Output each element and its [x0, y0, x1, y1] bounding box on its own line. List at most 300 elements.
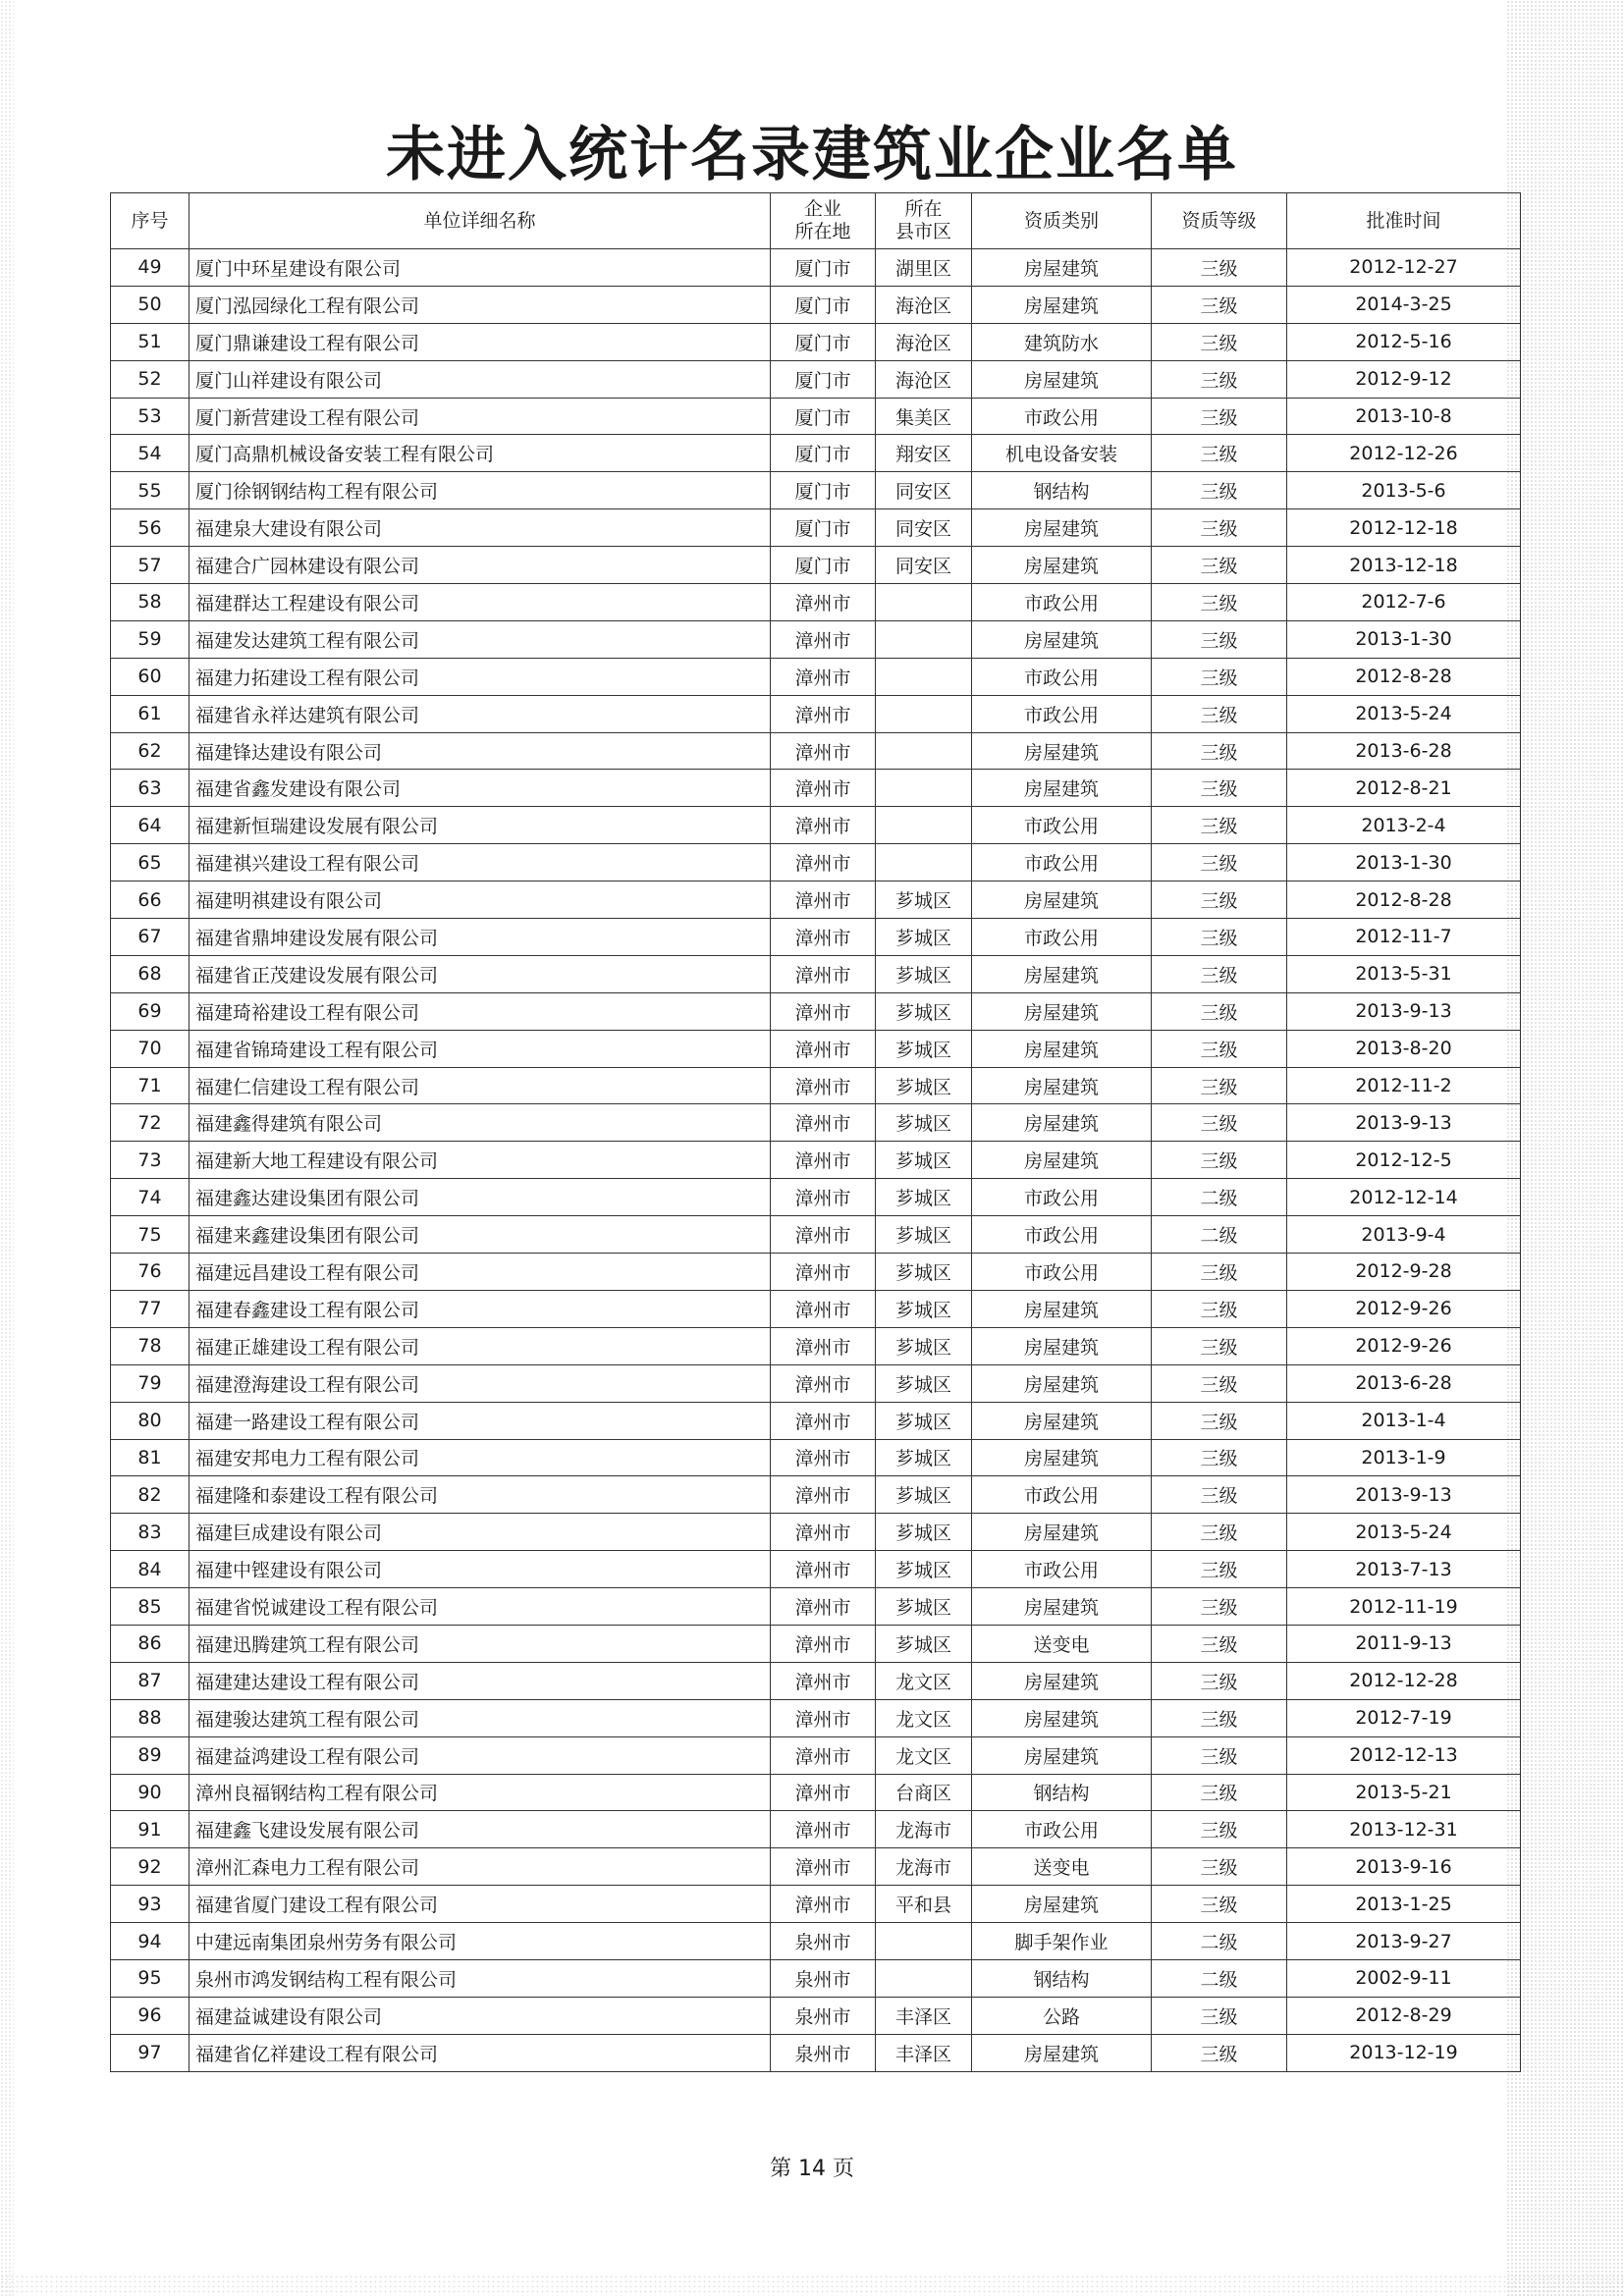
- cell-name: 福建省悦诚建设工程有限公司: [189, 1588, 771, 1626]
- cell-name: 福建省鑫发建设有限公司: [189, 770, 771, 807]
- cell-type: 房屋建筑: [972, 547, 1152, 584]
- cell-district: [876, 770, 972, 807]
- table-row: [111, 732, 1521, 770]
- cell-district: 芗城区: [876, 1067, 972, 1104]
- cell-district: 龙海市: [876, 1848, 972, 1886]
- cell-city: 厦门市: [771, 249, 876, 287]
- cell-district: [876, 732, 972, 770]
- table-row: [111, 1736, 1521, 1774]
- cell-no: 89: [111, 1736, 189, 1774]
- cell-date: 2013-6-28: [1287, 1364, 1521, 1402]
- cell-name: 福建建达建设工程有限公司: [189, 1662, 771, 1699]
- cell-date: 2012-12-5: [1287, 1142, 1521, 1179]
- cell-no: 66: [111, 881, 189, 919]
- cell-city: 厦门市: [771, 323, 876, 360]
- cell-grade: 三级: [1152, 992, 1287, 1030]
- cell-no: 58: [111, 584, 189, 621]
- cell-grade: 三级: [1152, 1774, 1287, 1811]
- cell-name: 福建鑫得建筑有限公司: [189, 1104, 771, 1142]
- cell-no: 85: [111, 1588, 189, 1626]
- cell-no: 71: [111, 1067, 189, 1104]
- cell-date: 2013-5-21: [1287, 1774, 1521, 1811]
- cell-district: 海沧区: [876, 286, 972, 323]
- cell-type: 房屋建筑: [972, 1364, 1152, 1402]
- cell-type: 房屋建筑: [972, 286, 1152, 323]
- cell-no: 69: [111, 992, 189, 1030]
- cell-district: 丰泽区: [876, 2034, 972, 2071]
- cell-name: 厦门新营建设工程有限公司: [189, 398, 771, 435]
- cell-name: 福建省厦门建设工程有限公司: [189, 1886, 771, 1923]
- cell-city: 漳州市: [771, 770, 876, 807]
- cell-no: 82: [111, 1476, 189, 1514]
- cell-date: 2013-9-13: [1287, 1104, 1521, 1142]
- cell-city: 漳州市: [771, 732, 876, 770]
- cell-type: 市政公用: [972, 398, 1152, 435]
- cell-name: 福建泉大建设有限公司: [189, 509, 771, 547]
- cell-date: 2013-2-4: [1287, 807, 1521, 844]
- cell-type: 市政公用: [972, 1476, 1152, 1514]
- cell-no: 83: [111, 1514, 189, 1551]
- cell-date: 2013-1-25: [1287, 1886, 1521, 1923]
- cell-type: 房屋建筑: [972, 1736, 1152, 1774]
- cell-city: 漳州市: [771, 1216, 876, 1254]
- table-row: [111, 1030, 1521, 1067]
- cell-date: 2012-12-27: [1287, 249, 1521, 287]
- cell-city: 漳州市: [771, 1476, 876, 1514]
- cell-name: 福建力拓建设工程有限公司: [189, 658, 771, 695]
- cell-type: 机电设备安装: [972, 435, 1152, 472]
- cell-city: 厦门市: [771, 472, 876, 509]
- scan-edge-right: [1506, 0, 1624, 2296]
- cell-grade: 三级: [1152, 323, 1287, 360]
- cell-name: 漳州良福钢结构工程有限公司: [189, 1774, 771, 1811]
- cell-type: 房屋建筑: [972, 992, 1152, 1030]
- cell-district: 芗城区: [876, 1551, 972, 1588]
- cell-type: 市政公用: [972, 1216, 1152, 1254]
- cell-grade: 三级: [1152, 1551, 1287, 1588]
- table-row: [111, 1254, 1521, 1291]
- cell-city: 漳州市: [771, 1030, 876, 1067]
- cell-date: 2012-12-18: [1287, 509, 1521, 547]
- cell-grade: 三级: [1152, 286, 1287, 323]
- header-city: 企业 所在地: [771, 193, 876, 249]
- table-row: [111, 770, 1521, 807]
- cell-no: 63: [111, 770, 189, 807]
- cell-grade: 三级: [1152, 1254, 1287, 1291]
- cell-date: 2013-12-18: [1287, 547, 1521, 584]
- cell-date: 2013-1-30: [1287, 844, 1521, 881]
- cell-type: 脚手架作业: [972, 1923, 1152, 1960]
- cell-name: 福建隆和泰建设工程有限公司: [189, 1476, 771, 1514]
- cell-type: 钢结构: [972, 1959, 1152, 1997]
- cell-district: 同安区: [876, 547, 972, 584]
- cell-grade: 三级: [1152, 1997, 1287, 2034]
- cell-type: 市政公用: [972, 844, 1152, 881]
- cell-grade: 三级: [1152, 509, 1287, 547]
- cell-no: 70: [111, 1030, 189, 1067]
- cell-no: 64: [111, 807, 189, 844]
- cell-city: 漳州市: [771, 919, 876, 956]
- cell-district: 芗城区: [876, 992, 972, 1030]
- cell-grade: 三级: [1152, 844, 1287, 881]
- cell-grade: 三级: [1152, 1327, 1287, 1364]
- cell-district: 芗城区: [876, 1254, 972, 1291]
- cell-name: 福建一路建设工程有限公司: [189, 1402, 771, 1439]
- cell-no: 51: [111, 323, 189, 360]
- cell-grade: 三级: [1152, 360, 1287, 398]
- cell-city: 厦门市: [771, 286, 876, 323]
- cell-type: 房屋建筑: [972, 1402, 1152, 1439]
- cell-grade: 三级: [1152, 732, 1287, 770]
- cell-name: 福建鑫达建设集团有限公司: [189, 1179, 771, 1216]
- cell-date: 2013-12-19: [1287, 2034, 1521, 2071]
- cell-name: 泉州市鸿发钢结构工程有限公司: [189, 1959, 771, 1997]
- table-row: [111, 1439, 1521, 1476]
- header-name: 单位详细名称: [189, 193, 771, 249]
- table-row: [111, 1551, 1521, 1588]
- cell-district: 芗城区: [876, 1588, 972, 1626]
- cell-name: 福建新恒瑞建设发展有限公司: [189, 807, 771, 844]
- cell-grade: 三级: [1152, 249, 1287, 287]
- cell-city: 漳州市: [771, 1625, 876, 1662]
- cell-date: 2013-5-24: [1287, 1514, 1521, 1551]
- cell-name: 福建益鸿建设工程有限公司: [189, 1736, 771, 1774]
- cell-name: 福建安邦电力工程有限公司: [189, 1439, 771, 1476]
- cell-type: 房屋建筑: [972, 360, 1152, 398]
- cell-no: 68: [111, 955, 189, 992]
- cell-name: 福建骏达建筑工程有限公司: [189, 1699, 771, 1736]
- cell-district: [876, 807, 972, 844]
- table-row: [111, 1179, 1521, 1216]
- table-row: [111, 992, 1521, 1030]
- cell-city: 漳州市: [771, 1254, 876, 1291]
- cell-grade: 三级: [1152, 1402, 1287, 1439]
- cell-date: 2012-8-29: [1287, 1997, 1521, 2034]
- cell-no: 67: [111, 919, 189, 956]
- cell-date: 2012-8-28: [1287, 881, 1521, 919]
- cell-no: 61: [111, 695, 189, 732]
- cell-type: 市政公用: [972, 807, 1152, 844]
- cell-grade: 三级: [1152, 435, 1287, 472]
- table-row: [111, 398, 1521, 435]
- cell-no: 49: [111, 249, 189, 287]
- table-row: [111, 919, 1521, 956]
- table-row: [111, 249, 1521, 287]
- cell-district: 芗城区: [876, 1514, 972, 1551]
- cell-grade: 三级: [1152, 1104, 1287, 1142]
- cell-city: 漳州市: [771, 807, 876, 844]
- cell-type: 市政公用: [972, 584, 1152, 621]
- cell-name: 福建春鑫建设工程有限公司: [189, 1290, 771, 1327]
- cell-date: 2012-12-13: [1287, 1736, 1521, 1774]
- cell-city: 厦门市: [771, 547, 876, 584]
- cell-district: 芗城区: [876, 1290, 972, 1327]
- cell-type: 房屋建筑: [972, 249, 1152, 287]
- cell-district: 海沧区: [876, 360, 972, 398]
- cell-type: 市政公用: [972, 1811, 1152, 1848]
- table-row: [111, 955, 1521, 992]
- cell-district: 同安区: [876, 509, 972, 547]
- cell-city: 漳州市: [771, 1886, 876, 1923]
- cell-city: 漳州市: [771, 1142, 876, 1179]
- cell-grade: 三级: [1152, 398, 1287, 435]
- cell-no: 55: [111, 472, 189, 509]
- cell-no: 78: [111, 1327, 189, 1364]
- cell-city: 漳州市: [771, 695, 876, 732]
- cell-city: 漳州市: [771, 1514, 876, 1551]
- header-type: 资质类别: [972, 193, 1152, 249]
- cell-grade: 三级: [1152, 955, 1287, 992]
- cell-no: 72: [111, 1104, 189, 1142]
- cell-type: 房屋建筑: [972, 881, 1152, 919]
- cell-grade: 三级: [1152, 472, 1287, 509]
- cell-date: 2012-12-28: [1287, 1662, 1521, 1699]
- cell-type: 房屋建筑: [972, 620, 1152, 658]
- cell-city: 漳州市: [771, 1402, 876, 1439]
- cell-grade: 三级: [1152, 1811, 1287, 1848]
- cell-district: 芗城区: [876, 1030, 972, 1067]
- cell-district: 龙文区: [876, 1662, 972, 1699]
- cell-no: 86: [111, 1625, 189, 1662]
- cell-city: 漳州市: [771, 844, 876, 881]
- cell-grade: 三级: [1152, 1699, 1287, 1736]
- cell-city: 泉州市: [771, 1959, 876, 1997]
- cell-date: 2013-10-8: [1287, 398, 1521, 435]
- cell-no: 92: [111, 1848, 189, 1886]
- table-row: [111, 1774, 1521, 1811]
- table-row: [111, 1402, 1521, 1439]
- cell-district: [876, 1959, 972, 1997]
- table-row: [111, 360, 1521, 398]
- cell-type: 市政公用: [972, 658, 1152, 695]
- table-row: [111, 1067, 1521, 1104]
- cell-date: 2012-11-2: [1287, 1067, 1521, 1104]
- cell-grade: 三级: [1152, 1439, 1287, 1476]
- cell-date: 2013-5-24: [1287, 695, 1521, 732]
- cell-district: [876, 658, 972, 695]
- cell-city: 漳州市: [771, 1439, 876, 1476]
- cell-city: 漳州市: [771, 658, 876, 695]
- table-row: [111, 1625, 1521, 1662]
- cell-name: 福建合广园林建设有限公司: [189, 547, 771, 584]
- cell-date: 2012-8-28: [1287, 658, 1521, 695]
- table-row: [111, 1290, 1521, 1327]
- scan-edge-left: [0, 0, 14, 2296]
- cell-district: 芗城区: [876, 1142, 972, 1179]
- table-row: [111, 1327, 1521, 1364]
- cell-type: 房屋建筑: [972, 732, 1152, 770]
- cell-city: 漳州市: [771, 881, 876, 919]
- cell-type: 市政公用: [972, 1551, 1152, 1588]
- cell-type: 市政公用: [972, 919, 1152, 956]
- cell-city: 漳州市: [771, 1662, 876, 1699]
- cell-city: 泉州市: [771, 2034, 876, 2071]
- cell-no: 52: [111, 360, 189, 398]
- cell-date: 2013-9-4: [1287, 1216, 1521, 1254]
- cell-city: 漳州市: [771, 1588, 876, 1626]
- cell-no: 59: [111, 620, 189, 658]
- cell-grade: 三级: [1152, 1886, 1287, 1923]
- cell-district: 台商区: [876, 1774, 972, 1811]
- cell-date: 2013-12-31: [1287, 1811, 1521, 1848]
- table-row: [111, 1364, 1521, 1402]
- cell-city: 漳州市: [771, 955, 876, 992]
- cell-grade: 三级: [1152, 1067, 1287, 1104]
- cell-city: 厦门市: [771, 435, 876, 472]
- cell-date: 2012-9-12: [1287, 360, 1521, 398]
- cell-date: 2012-11-7: [1287, 919, 1521, 956]
- cell-date: 2013-1-4: [1287, 1402, 1521, 1439]
- cell-grade: 三级: [1152, 807, 1287, 844]
- cell-date: 2013-9-16: [1287, 1848, 1521, 1886]
- table-row: [111, 1216, 1521, 1254]
- cell-grade: 三级: [1152, 695, 1287, 732]
- table-row: [111, 1886, 1521, 1923]
- cell-name: 厦门中环星建设有限公司: [189, 249, 771, 287]
- cell-date: 2002-9-11: [1287, 1959, 1521, 1997]
- cell-no: 62: [111, 732, 189, 770]
- cell-grade: 三级: [1152, 881, 1287, 919]
- cell-no: 94: [111, 1923, 189, 1960]
- cell-no: 91: [111, 1811, 189, 1848]
- cell-type: 送变电: [972, 1848, 1152, 1886]
- cell-type: 送变电: [972, 1625, 1152, 1662]
- table-row: [111, 844, 1521, 881]
- cell-grade: 三级: [1152, 1848, 1287, 1886]
- cell-type: 市政公用: [972, 695, 1152, 732]
- cell-district: 湖里区: [876, 249, 972, 287]
- cell-district: 芗城区: [876, 1216, 972, 1254]
- cell-city: 漳州市: [771, 992, 876, 1030]
- page-title: 未进入统计名录建筑业企业名单: [386, 121, 1238, 189]
- cell-grade: 三级: [1152, 770, 1287, 807]
- cell-no: 74: [111, 1179, 189, 1216]
- cell-name: 福建迅腾建筑工程有限公司: [189, 1625, 771, 1662]
- cell-no: 93: [111, 1886, 189, 1923]
- table-row: [111, 1997, 1521, 2034]
- cell-grade: 二级: [1152, 1959, 1287, 1997]
- cell-district: 龙文区: [876, 1699, 972, 1736]
- cell-date: 2013-7-13: [1287, 1551, 1521, 1588]
- cell-district: 集美区: [876, 398, 972, 435]
- table-row: [111, 2034, 1521, 2071]
- cell-no: 50: [111, 286, 189, 323]
- table-row: [111, 1142, 1521, 1179]
- cell-district: 芗城区: [876, 1364, 972, 1402]
- table-row: [111, 1476, 1521, 1514]
- cell-no: 84: [111, 1551, 189, 1588]
- cell-grade: 三级: [1152, 584, 1287, 621]
- cell-city: 厦门市: [771, 509, 876, 547]
- cell-no: 95: [111, 1959, 189, 1997]
- cell-type: 房屋建筑: [972, 1514, 1152, 1551]
- table-body: [111, 249, 1521, 2072]
- cell-date: 2011-9-13: [1287, 1625, 1521, 1662]
- cell-type: 市政公用: [972, 1254, 1152, 1291]
- cell-grade: 三级: [1152, 1514, 1287, 1551]
- table-row: [111, 1923, 1521, 1960]
- table-row: [111, 1848, 1521, 1886]
- cell-district: 龙海市: [876, 1811, 972, 1848]
- cell-grade: 三级: [1152, 620, 1287, 658]
- table-row: [111, 547, 1521, 584]
- cell-type: 房屋建筑: [972, 1067, 1152, 1104]
- cell-type: 房屋建筑: [972, 2034, 1152, 2071]
- page-number: 第 14 页: [770, 2157, 854, 2181]
- cell-name: 福建远昌建设工程有限公司: [189, 1254, 771, 1291]
- cell-no: 87: [111, 1662, 189, 1699]
- cell-no: 88: [111, 1699, 189, 1736]
- cell-date: 2013-9-13: [1287, 992, 1521, 1030]
- cell-name: 厦门鼎谦建设工程有限公司: [189, 323, 771, 360]
- cell-date: 2012-5-16: [1287, 323, 1521, 360]
- cell-type: 市政公用: [972, 1179, 1152, 1216]
- cell-name: 漳州汇森电力工程有限公司: [189, 1848, 771, 1886]
- cell-type: 房屋建筑: [972, 1290, 1152, 1327]
- cell-name: 福建仁信建设工程有限公司: [189, 1067, 771, 1104]
- cell-name: 福建来鑫建设集团有限公司: [189, 1216, 771, 1254]
- cell-district: [876, 584, 972, 621]
- cell-no: 80: [111, 1402, 189, 1439]
- cell-grade: 三级: [1152, 1736, 1287, 1774]
- cell-no: 73: [111, 1142, 189, 1179]
- cell-no: 54: [111, 435, 189, 472]
- cell-type: 钢结构: [972, 1774, 1152, 1811]
- cell-date: 2012-11-19: [1287, 1588, 1521, 1626]
- cell-name: 福建发达建筑工程有限公司: [189, 620, 771, 658]
- cell-type: 房屋建筑: [972, 1327, 1152, 1364]
- cell-city: 漳州市: [771, 1327, 876, 1364]
- cell-district: 芗城区: [876, 1476, 972, 1514]
- table-row: [111, 620, 1521, 658]
- cell-name: 福建群达工程建设有限公司: [189, 584, 771, 621]
- cell-date: 2012-7-19: [1287, 1699, 1521, 1736]
- table-row: [111, 1514, 1521, 1551]
- cell-no: 77: [111, 1290, 189, 1327]
- cell-grade: 三级: [1152, 1662, 1287, 1699]
- table-row: [111, 435, 1521, 472]
- cell-name: 福建锋达建设有限公司: [189, 732, 771, 770]
- table-row: [111, 1699, 1521, 1736]
- cell-district: 芗城区: [876, 1104, 972, 1142]
- header-grade: 资质等级: [1152, 193, 1287, 249]
- cell-district: 芗城区: [876, 1402, 972, 1439]
- cell-type: 房屋建筑: [972, 1588, 1152, 1626]
- cell-date: 2012-12-14: [1287, 1179, 1521, 1216]
- cell-grade: 三级: [1152, 919, 1287, 956]
- cell-name: 福建中铿建设有限公司: [189, 1551, 771, 1588]
- cell-no: 79: [111, 1364, 189, 1402]
- cell-date: 2014-3-25: [1287, 286, 1521, 323]
- cell-district: 芗城区: [876, 1327, 972, 1364]
- cell-district: 丰泽区: [876, 1997, 972, 2034]
- cell-district: 芗城区: [876, 881, 972, 919]
- cell-grade: 二级: [1152, 1923, 1287, 1960]
- cell-city: 漳州市: [771, 1736, 876, 1774]
- cell-type: 房屋建筑: [972, 955, 1152, 992]
- cell-district: 芗城区: [876, 1179, 972, 1216]
- table-row: [111, 1588, 1521, 1626]
- cell-no: 96: [111, 1997, 189, 2034]
- cell-name: 福建省锦琦建设工程有限公司: [189, 1030, 771, 1067]
- table-row: [111, 658, 1521, 695]
- table-row: [111, 807, 1521, 844]
- cell-city: 漳州市: [771, 1848, 876, 1886]
- cell-district: 平和县: [876, 1886, 972, 1923]
- cell-city: 泉州市: [771, 1997, 876, 2034]
- cell-name: 福建省永祥达建筑有限公司: [189, 695, 771, 732]
- cell-grade: 三级: [1152, 547, 1287, 584]
